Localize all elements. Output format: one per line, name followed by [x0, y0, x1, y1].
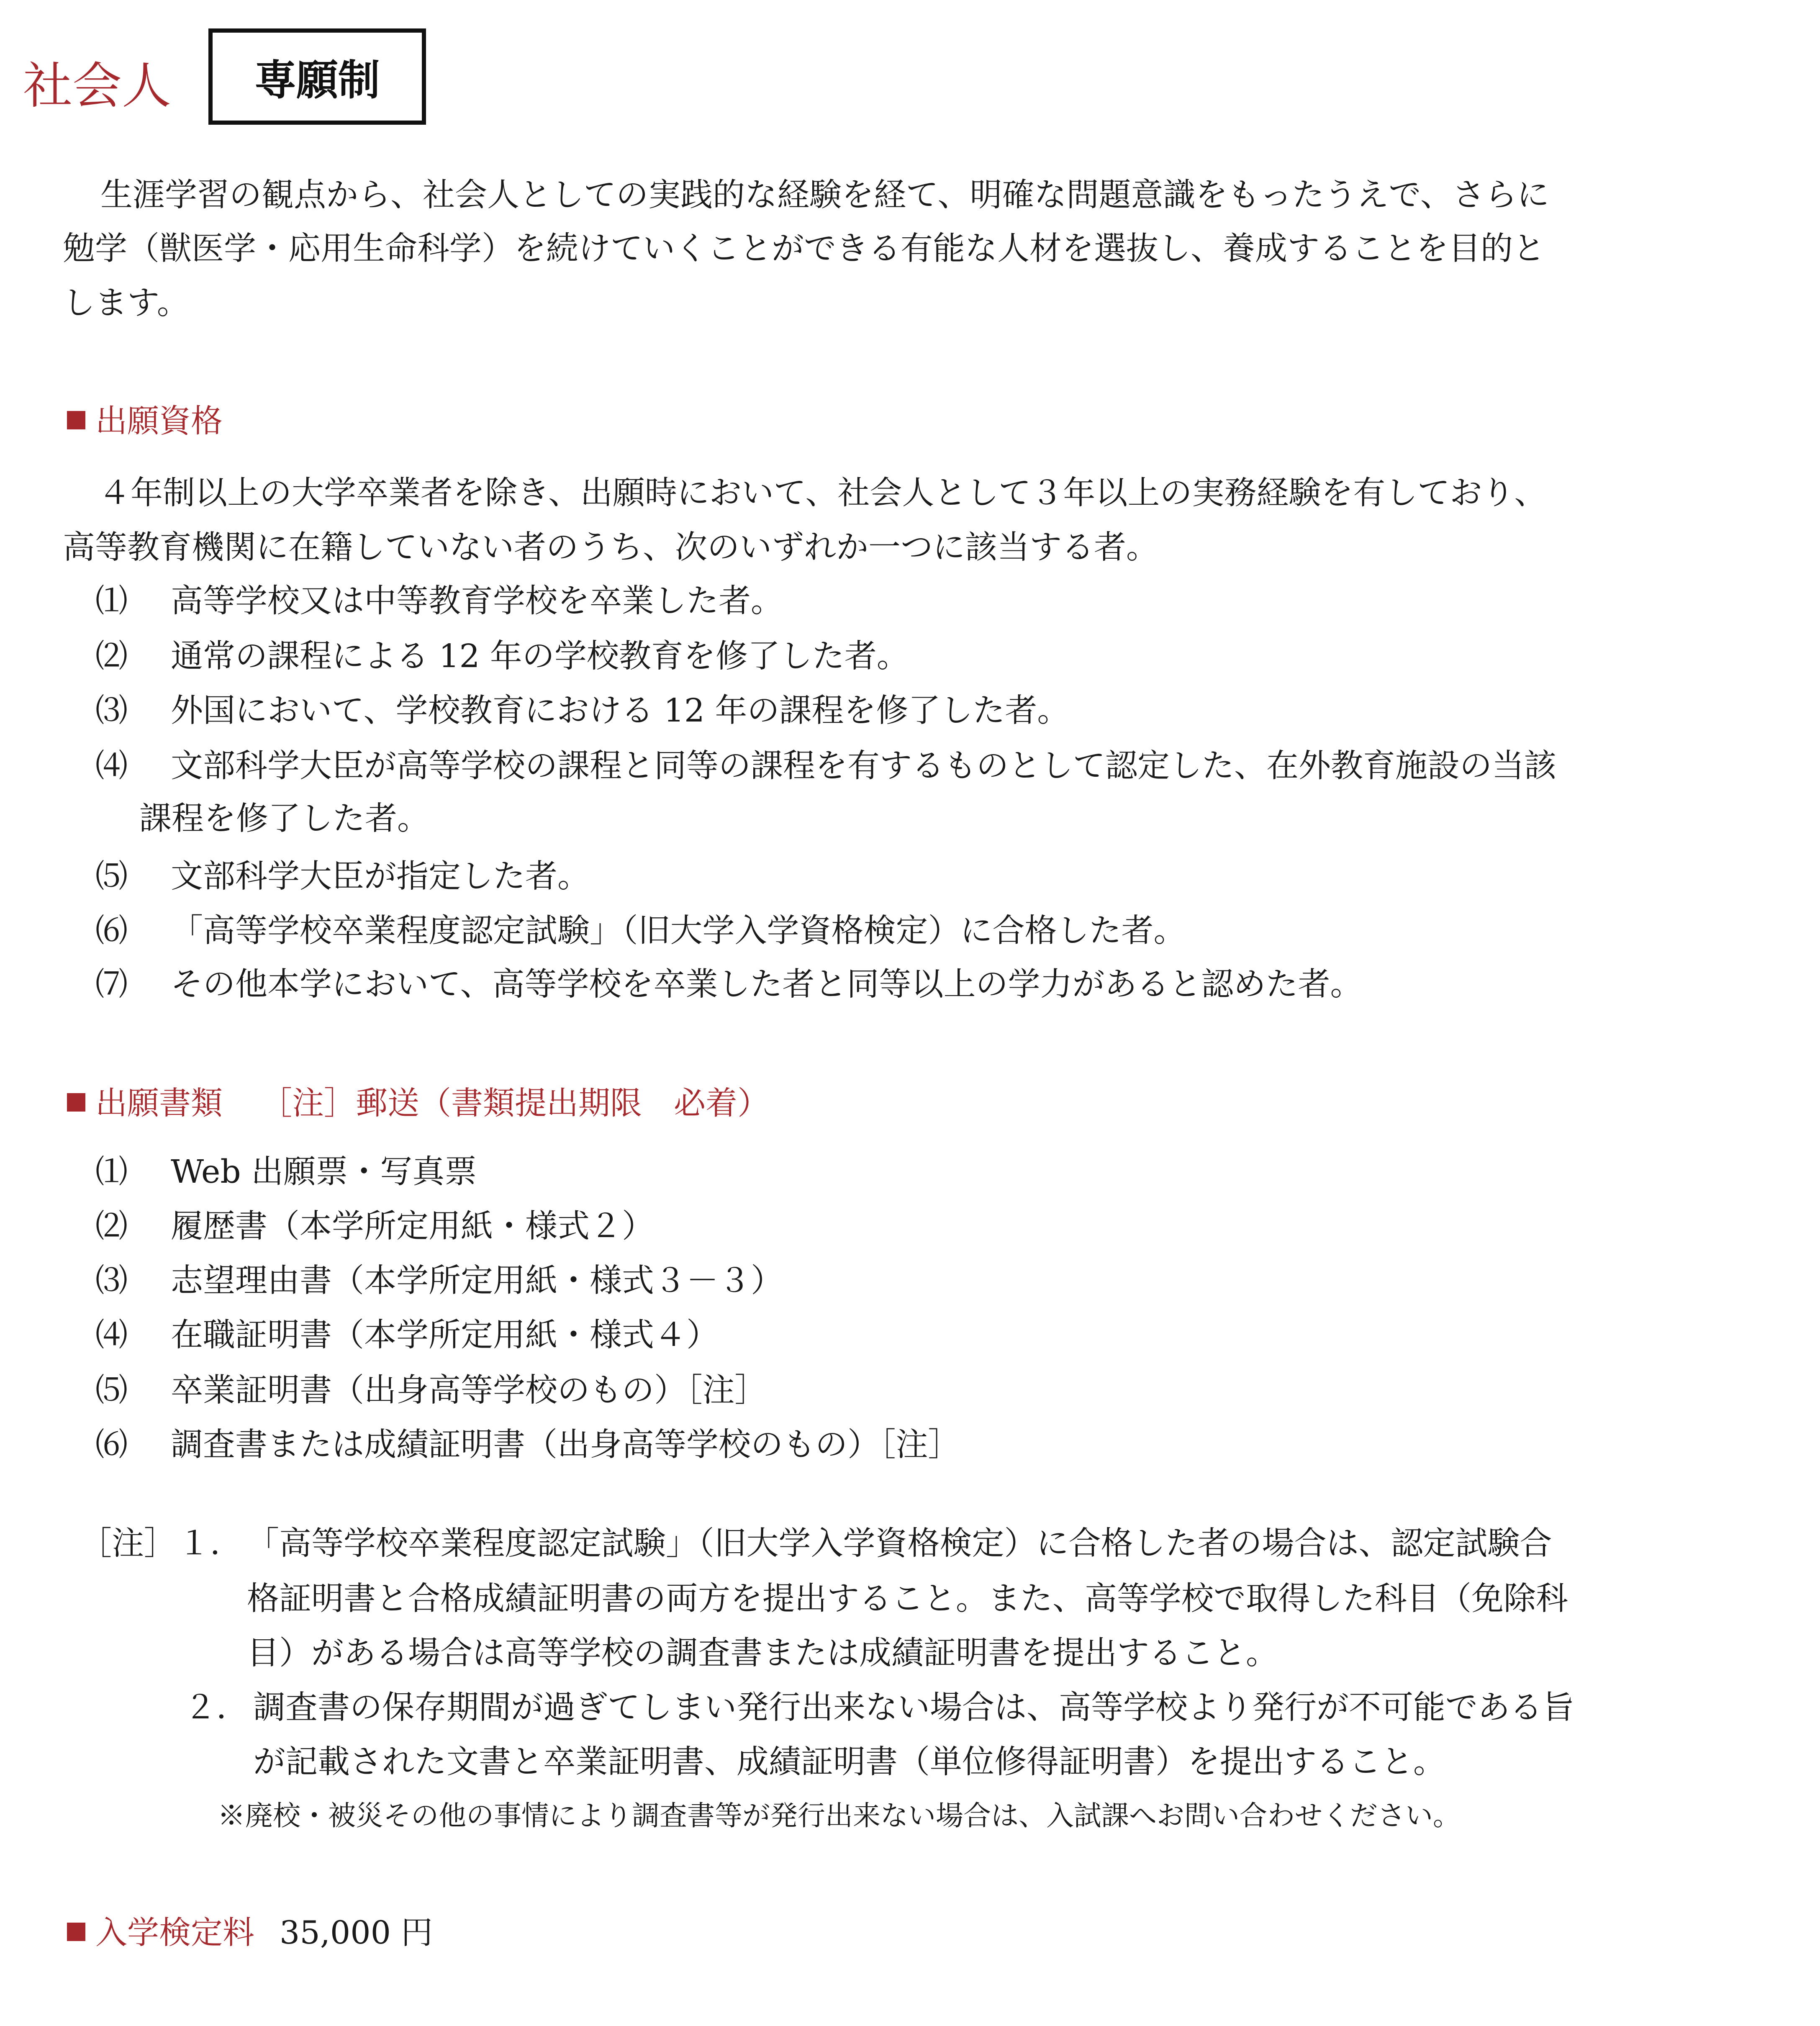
eligibility-line: ４年制以上の大学卒業者を除き、出願時において、社会人として３年以上の実務経験を有しており、 — [98, 475, 1547, 512]
item-text: 「高等学校卒業程度認定試験」（旧大学入学資格検定）に合格した者。 — [171, 912, 1186, 950]
eligibility-item — [95, 583, 783, 620]
eligibility-item-continuation: 課程を修了した者。 — [139, 800, 429, 837]
item-text: 調査書または成績証明書（出身高等学校のもの）［注］ — [171, 1426, 960, 1464]
item-text: 履歴書（本学所定用紙・様式２） — [171, 1208, 654, 1245]
note-line: 目）がある場合は高等学校の調査書または成績証明書を提出すること。 — [247, 1635, 1278, 1672]
note-line: 調査書の保存期間が過ぎてしまい発行出来ない場合は、高等学校より発行が不可能である旨 — [253, 1689, 1574, 1726]
eligibility-item — [95, 912, 1186, 950]
intro-line: 生涯学習の観点から、社会人としての実践的な経験を経て、明確な問題意識をもったうえで、さらに — [100, 177, 1549, 214]
document-item — [95, 1317, 719, 1354]
eligibility-item — [95, 640, 909, 673]
note-line: 格証明書と合格成績証明書の両方を提出すること。また、高等学校で取得した科目（免除科 — [247, 1580, 1568, 1618]
item-text: 卒業証明書（出身高等学校のもの）［注］ — [171, 1372, 767, 1409]
note-line: 「高等学校卒業程度認定試験」（旧大学入学資格検定）に合格した者の場合は、認定試験合 — [247, 1525, 1552, 1562]
eligibility-heading — [67, 402, 223, 439]
item-text: 在職証明書（本学所定用紙・様式４） — [171, 1317, 719, 1354]
item-number: ⑴ — [95, 1153, 128, 1191]
note-label: ［注］ — [80, 1525, 176, 1562]
note-number: ２． — [184, 1689, 249, 1726]
item-number: ⑴ — [95, 583, 128, 620]
intro-line: します。 — [63, 285, 189, 322]
note-number: １． — [178, 1525, 242, 1562]
eligibility-heading-text: 出願資格 — [95, 402, 223, 439]
item-number: ⑷ — [95, 747, 128, 785]
item-number: ⑵ — [95, 1208, 128, 1245]
item-number: ⑷ — [95, 1317, 128, 1354]
eligibility-item — [95, 860, 590, 893]
item-number: ⑵ — [95, 638, 128, 675]
item-text: その他本学において、高等学校を卒業した者と同等以上の学力があると認めた者。 — [171, 966, 1363, 1003]
eligibility-item — [95, 968, 1362, 1001]
fee-heading-text: 入学検定料 — [95, 1914, 254, 1951]
item-text: 文部科学大臣が高等学校の課程と同等の課程を有するものとして認定した、在外教育施設の当該 — [171, 747, 1556, 785]
item-number: ⑺ — [95, 966, 128, 1003]
intro-line: 勉学（獣医学・応用生命科学）を続けていくことができる有能な人材を選抜し、養成することを目的と — [63, 230, 1545, 267]
item-number: ⑶ — [95, 1262, 128, 1299]
item-text: 文部科学大臣が指定した者。 — [171, 858, 590, 895]
fee-value: 35,000 円 — [280, 1914, 433, 1951]
fee-heading — [67, 1914, 433, 1951]
document-item — [95, 1262, 783, 1299]
documents-heading-text: 出願書類 — [95, 1084, 223, 1122]
application-type-badge: 専願制 — [208, 28, 426, 125]
document-item — [95, 1426, 960, 1464]
square-bullet-icon — [67, 1923, 85, 1941]
square-bullet-icon — [67, 411, 85, 429]
item-text: 高等学校又は中等教育学校を卒業した者。 — [171, 583, 783, 620]
eligibility-item — [95, 747, 1556, 785]
item-number: ⑶ — [95, 692, 128, 729]
eligibility-line: 高等教育機関に在籍していない者のうち、次のいずれか一つに該当する者。 — [63, 529, 1158, 566]
document-item — [95, 1153, 477, 1191]
document-item — [95, 1210, 654, 1243]
note-remark: ※廃校・被災その他の事情により調査書等が発行出来ない場合は、入試課へお問い合わせください。 — [218, 1800, 1461, 1832]
documents-heading — [67, 1084, 769, 1122]
item-number: ⑸ — [95, 1372, 128, 1409]
note-line: が記載された文書と卒業証明書、成績証明書（単位修得証明書）を提出すること。 — [253, 1744, 1445, 1781]
square-bullet-icon — [67, 1093, 85, 1112]
item-text: 志望理由書（本学所定用紙・様式３－３） — [171, 1262, 783, 1299]
item-text: 外国において、学校教育における 12 年の課程を修了した者。 — [171, 692, 1070, 729]
documents-heading-note: ［注］郵送（書類提出期限 必着） — [260, 1084, 769, 1122]
document-item — [95, 1374, 767, 1407]
category-label: 社会人 — [23, 57, 172, 115]
item-number: ⑸ — [95, 858, 128, 895]
item-number: ⑹ — [95, 912, 128, 950]
eligibility-item — [95, 692, 1070, 729]
item-text: 通常の課程による 12 年の学校教育を修了した者。 — [171, 638, 909, 675]
item-number: ⑹ — [95, 1426, 128, 1464]
item-text: Web 出願票・写真票 — [171, 1153, 477, 1191]
